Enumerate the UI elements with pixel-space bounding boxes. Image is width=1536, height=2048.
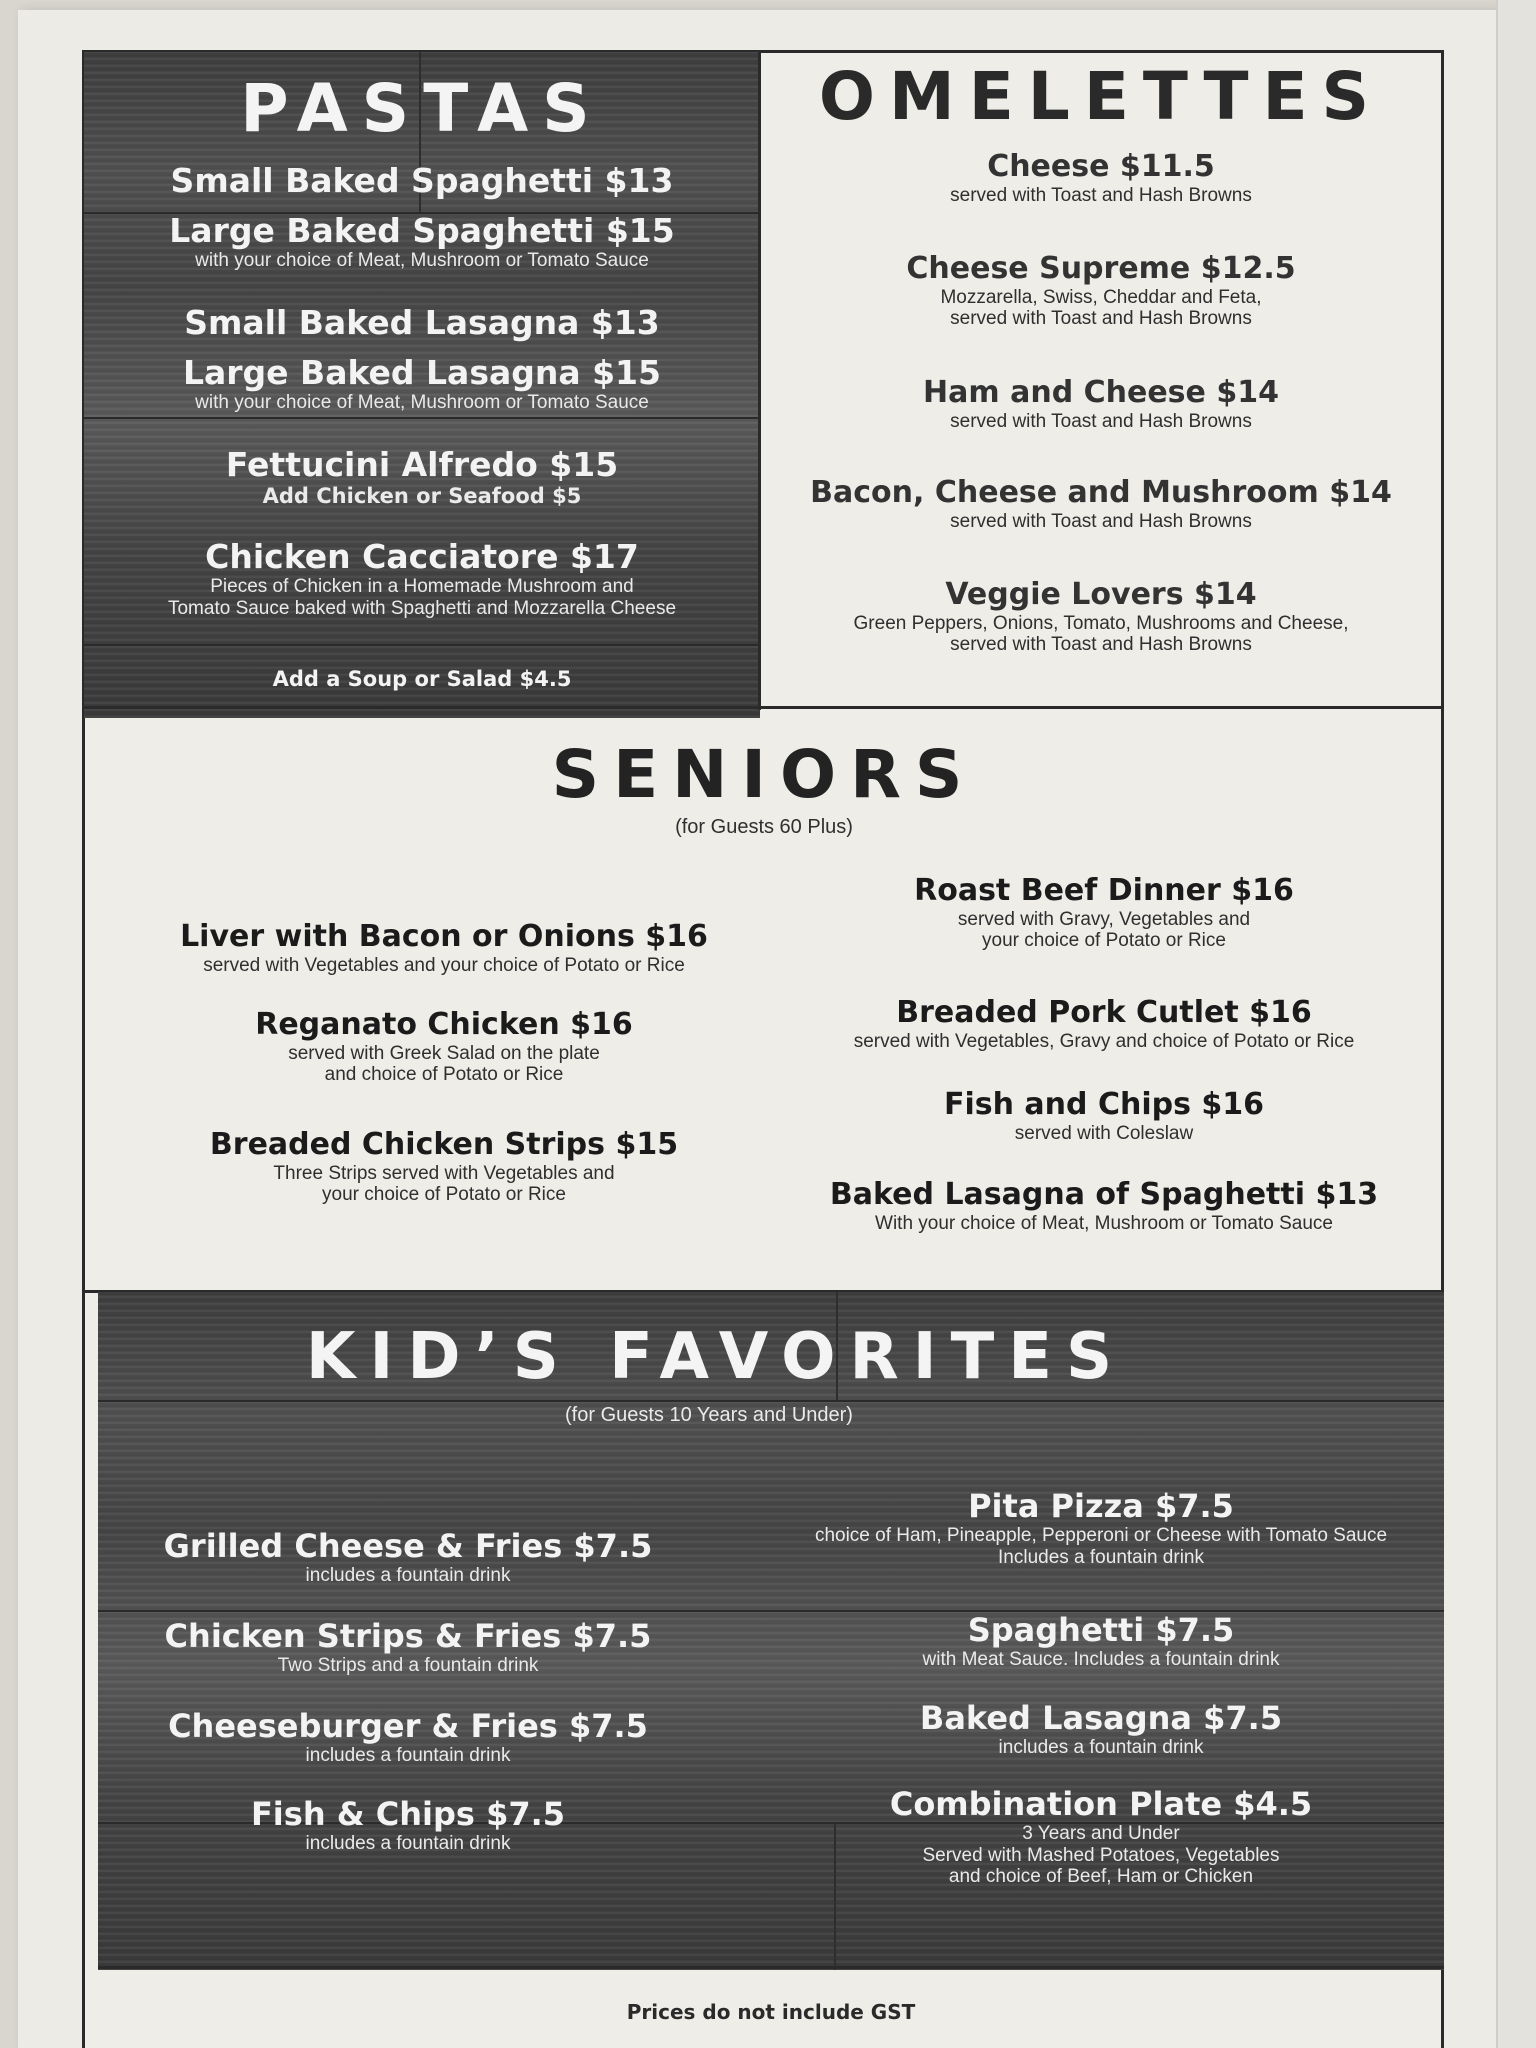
menu-item-desc: Tomato Sauce baked with Spaghetti and Mozzarella Cheese [167,597,677,619]
menu-item-desc: served with Toast and Hash Browns [950,634,1252,656]
menu-item-desc: served with Coleslaw [1014,1122,1194,1144]
menu-item-desc: with your choice of Meat, Mushroom or Tomato Sauce [195,249,649,271]
menu-item-name: Chicken Strips & Fries $7.5 [164,1617,652,1655]
menu-item-name: Small Baked Lasagna $13 [184,303,660,342]
menu-item-desc: your choice of Potato or Rice [322,1184,566,1206]
kids-item [128,1618,688,1677]
menu-item-desc: served with Vegetables and your choice of Potato or Rice [203,954,685,976]
omelette-item [760,150,1442,206]
menu-item-desc: and choice of Beef, Ham or Chicken [948,1866,1254,1888]
menu-item-name: Ham and Cheese $14 [923,375,1279,410]
menu-item-name: Large Baked Lasagna $15 [182,353,661,392]
menu-item-name: Roast Beef Dinner $16 [914,873,1294,908]
menu-item-name: Bacon, Cheese and Mushroom $14 [810,475,1392,510]
seniors-item [764,996,1444,1052]
menu-item-desc: served with Toast and Hash Browns [950,184,1252,206]
menu-item-name: Veggie Lovers $14 [945,577,1257,612]
menu-item-name: Large Baked Spaghetti $15 [169,211,675,250]
pastas-item [84,212,760,272]
kids-item [128,1796,688,1855]
kids-item [758,1700,1444,1759]
menu-item-name: Fettucini Alfredo $15 [225,445,619,484]
menu-item-desc: Served with Mashed Potatoes, Vegetables [922,1844,1280,1866]
pastas-item [84,304,760,342]
menu-item-desc: Two Strips and a fountain drink [277,1654,539,1676]
menu-item-name: Fish and Chips $16 [943,1087,1264,1122]
menu-item-name: Fish & Chips $7.5 [250,1795,566,1833]
menu-item-desc: Green Peppers, Onions, Tomato, Mushrooms and Cheese, [853,612,1349,634]
menu-item-desc: served with Vegetables, Gravy and choice of Potato or Rice [853,1030,1355,1052]
menu-item-desc: Mozzarella, Swiss, Cheddar and Feta, [940,286,1262,308]
menu-item-desc: Pieces of Chicken in a Homemade Mushroom and [210,575,634,597]
menu-item-name: Liver with Bacon or Onions $16 [180,919,708,954]
kids-item [758,1612,1444,1671]
section-divider [98,1966,1444,1969]
menu-item-desc: With your choice of Meat, Mushroom or Tomato Sauce [875,1212,1333,1234]
page-edge [1496,0,1536,2048]
menu-item-name: Reganato Chicken $16 [255,1007,633,1042]
column-divider [758,50,761,710]
kids-item [128,1708,688,1767]
menu-item-desc: served with Toast and Hash Browns [950,308,1252,330]
seniors-item [84,1008,804,1086]
menu-item-desc: your choice of Potato or Rice [982,930,1226,952]
omelettes-panel [760,52,1442,708]
omelette-item [760,252,1442,330]
menu-item-desc: 3 Years and Under [1022,1822,1180,1844]
kids-item [758,1786,1444,1888]
menu-item-desc: choice of Ham, Pineapple, Pepperoni or Cheese with Tomato Sauce [814,1524,1388,1546]
menu-item-name: Cheeseburger & Fries $7.5 [168,1707,648,1745]
plank-seam [84,644,760,646]
menu-item-name: Grilled Cheese & Fries $7.5 [163,1527,653,1565]
seniors-item [84,920,804,976]
seniors-item [84,1128,804,1206]
pastas-item [84,446,760,508]
menu-item-name: Spaghetti $7.5 [967,1611,1235,1649]
menu-item-name: Baked Lasagna of Spaghetti $13 [829,1177,1379,1212]
menu-item-name: Breaded Pork Cutlet $16 [896,995,1312,1030]
menu-item-name: Chicken Cacciatore $17 [205,537,639,576]
seniors-title: SENIORS [551,736,977,813]
pastas-addon: Add a Soup or Salad $4.5 [272,667,572,691]
menu-item-name: Cheese Supreme $12.5 [906,251,1296,286]
kids-title: KID’S FAVORITES [305,1320,1127,1394]
menu-item-desc: served with Greek Salad on the plate [288,1042,600,1064]
omelettes-title: OMELETTES [818,58,1384,135]
plank-seam [84,417,760,419]
seniors-section [84,710,1444,1290]
menu-item-desc: Includes a fountain drink [998,1546,1204,1568]
menu-item-desc: served with Gravy, Vegetables and [957,908,1251,930]
menu-item-desc: Three Strips served with Vegetables and [273,1162,615,1184]
menu-item-desc: includes a fountain drink [305,1832,511,1854]
pastas-item [84,538,760,620]
menu-item-name: Pita Pizza $7.5 [968,1487,1234,1525]
omelette-item [760,476,1442,532]
omelette-item [760,578,1442,656]
menu-item-name: Cheese $11.5 [987,149,1215,184]
menu-item-desc: with your choice of Meat, Mushroom or Tomato Sauce [195,391,649,413]
section-divider [84,706,1444,709]
menu-item-name: Small Baked Spaghetti $13 [170,161,674,200]
pastas-item [84,354,760,414]
menu-item-name: Combination Plate $4.5 [889,1785,1313,1823]
kids-panel [98,1292,1444,1970]
menu-item-desc: includes a fountain drink [305,1744,511,1766]
kids-subtitle: (for Guests 10 Years and Under) [565,1404,853,1426]
seniors-item [764,874,1444,952]
menu-item-desc: served with Toast and Hash Browns [950,410,1252,432]
seniors-item [764,1088,1444,1144]
pastas-panel [84,52,760,718]
omelette-item [760,376,1442,432]
menu-item-desc: served with Toast and Hash Browns [950,510,1252,532]
menu-item-name: Breaded Chicken Strips $15 [209,1127,679,1162]
menu-item-desc: and choice of Potato or Rice [324,1064,564,1086]
plank-seam [98,1400,1444,1402]
menu-item-desc: includes a fountain drink [305,1564,511,1586]
kids-item [128,1528,688,1587]
menu-item-desc: includes a fountain drink [998,1736,1204,1758]
menu-item-name: Baked Lasagna $7.5 [919,1699,1283,1737]
pastas-title: PASTAS [240,70,604,147]
footer-note: Prices do not include GST [626,2000,916,2024]
menu-item-desc: Add Chicken or Seafood $5 [262,483,582,508]
seniors-item [764,1178,1444,1234]
kids-item [758,1488,1444,1568]
pastas-item [84,162,760,200]
menu-item-desc: with Meat Sauce. Includes a fountain drink [922,1648,1280,1670]
seniors-subtitle: (for Guests 60 Plus) [675,816,853,838]
